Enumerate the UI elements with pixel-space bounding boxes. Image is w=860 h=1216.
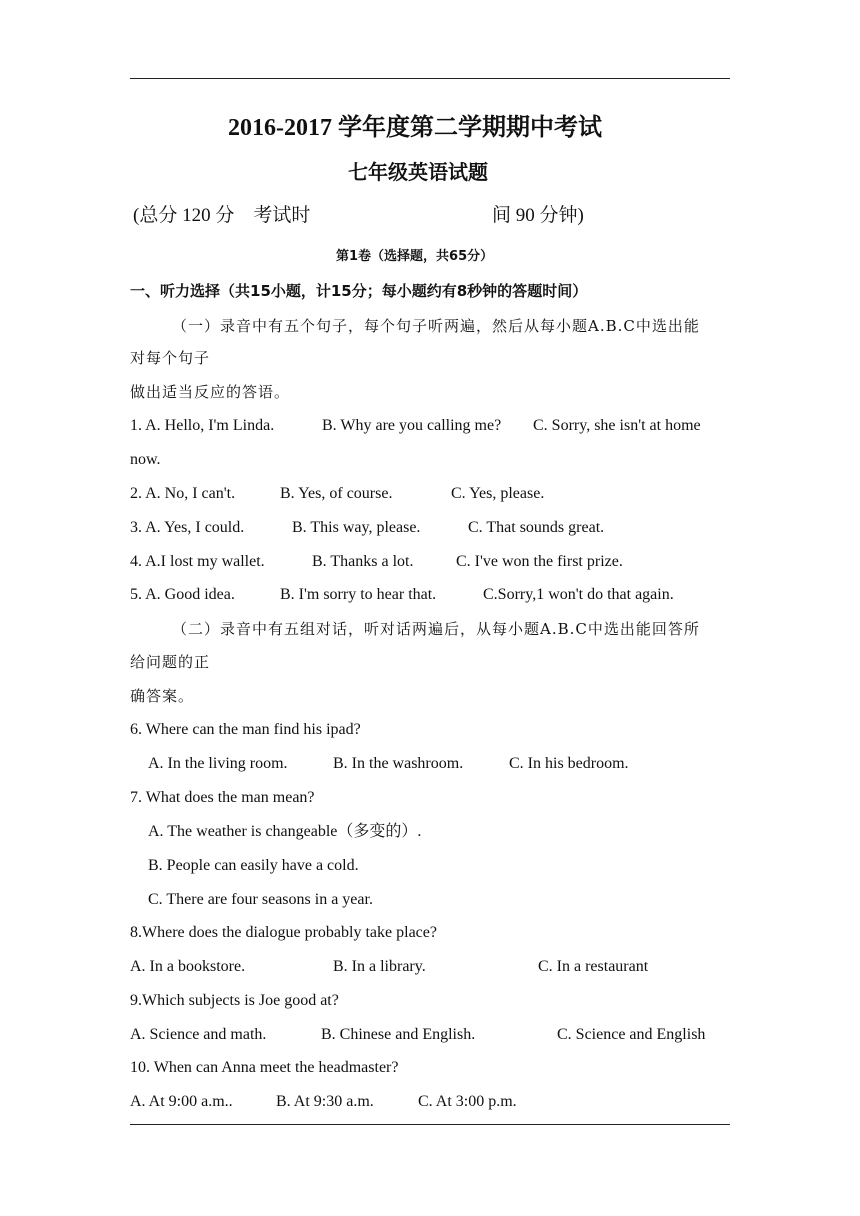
- q6-option-a: A. In the living room.: [148, 755, 288, 772]
- q2-option-b: B. Yes, of course.: [280, 485, 393, 502]
- q9-option-a: A. Science and math.: [130, 1026, 267, 1043]
- section-heading: 一、听力选择（共15小题，计15分；每小题约有8秒钟的答题时间）: [130, 282, 588, 300]
- q2-option-a: 2. A. No, I can't.: [130, 485, 236, 502]
- part2-instruction-cont: 给问题的正: [130, 653, 211, 671]
- q6-option-c: C. In his bedroom.: [509, 755, 629, 772]
- q4-option-a: 4. A.I lost my wallet.: [130, 553, 265, 570]
- q8-question: 8.Where does the dialogue probably take place?: [130, 924, 437, 941]
- q8-option-c: C. In a restaurant: [538, 958, 649, 975]
- q8-option-a: A. In a bookstore.: [130, 958, 246, 975]
- q6-option-b: B. In the washroom.: [333, 755, 464, 772]
- exam-meta-right: 间 90 分钟): [492, 205, 584, 226]
- q10-option-a: A. At 9:00 a.m..: [130, 1093, 233, 1110]
- q7-option-b: B. People can easily have a cold.: [148, 857, 359, 874]
- q1-option-b: B. Why are you calling me?: [322, 417, 502, 434]
- part2-instruction: （二）录音中有五组对话，听对话两遍后，从每小题A.B.C中选出能回答所: [172, 620, 700, 638]
- q5-option-c: C.Sorry,1 won't do that again.: [483, 586, 674, 603]
- q5-option-b: B. I'm sorry to hear that.: [280, 586, 437, 603]
- part1-instruction-cont: 对每个句子: [130, 349, 211, 367]
- exam-meta-left: (总分 120 分 考试时: [133, 205, 311, 226]
- q9-question: 9.Which subjects is Joe good at?: [130, 992, 339, 1009]
- q3-option-c: C. That sounds great.: [468, 519, 605, 536]
- part2-instruction-cont2: 确答案。: [130, 687, 195, 705]
- q5-option-a: 5. A. Good idea.: [130, 586, 235, 603]
- exam-subtitle: 七年级英语试题: [348, 160, 488, 184]
- part1-instruction: （一）录音中有五个句子，每个句子听两遍，然后从每小题A.B.C中选出能: [172, 317, 700, 335]
- q6-question: 6. Where can the man find his ipad?: [130, 721, 361, 738]
- q7-question: 7. What does the man mean?: [130, 789, 315, 806]
- q7-option-c: C. There are four seasons in a year.: [148, 891, 373, 908]
- bottom-rule: [130, 1124, 730, 1125]
- part1-instruction-cont2: 做出适当反应的答语。: [130, 383, 291, 401]
- q3-option-a: 3. A. Yes, I could.: [130, 519, 245, 536]
- q3-option-b: B. This way, please.: [292, 519, 421, 536]
- q9-option-c: C. Science and English: [557, 1026, 706, 1043]
- exam-title: 2016-2017 学年度第二学期期中考试: [228, 115, 602, 141]
- q1-option-a: 1. A. Hello, I'm Linda.: [130, 417, 275, 434]
- top-rule: [130, 78, 730, 79]
- volume-heading: 第1卷（选择题，共65分）: [336, 249, 494, 264]
- q10-option-b: B. At 9:30 a.m.: [276, 1093, 374, 1110]
- q7-option-a: A. The weather is changeable（多变的）.: [148, 823, 422, 840]
- q10-question: 10. When can Anna meet the headmaster?: [130, 1059, 399, 1076]
- q4-option-b: B. Thanks a lot.: [312, 553, 414, 570]
- q9-option-b: B. Chinese and English.: [321, 1026, 476, 1043]
- q1-option-c: C. Sorry, she isn't at home: [533, 417, 701, 434]
- q8-option-b: B. In a library.: [333, 958, 426, 975]
- q1-option-c-cont: now.: [130, 451, 161, 468]
- q10-option-c: C. At 3:00 p.m.: [418, 1093, 517, 1110]
- q2-option-c: C. Yes, please.: [451, 485, 545, 502]
- q4-option-c: C. I've won the first prize.: [456, 553, 623, 570]
